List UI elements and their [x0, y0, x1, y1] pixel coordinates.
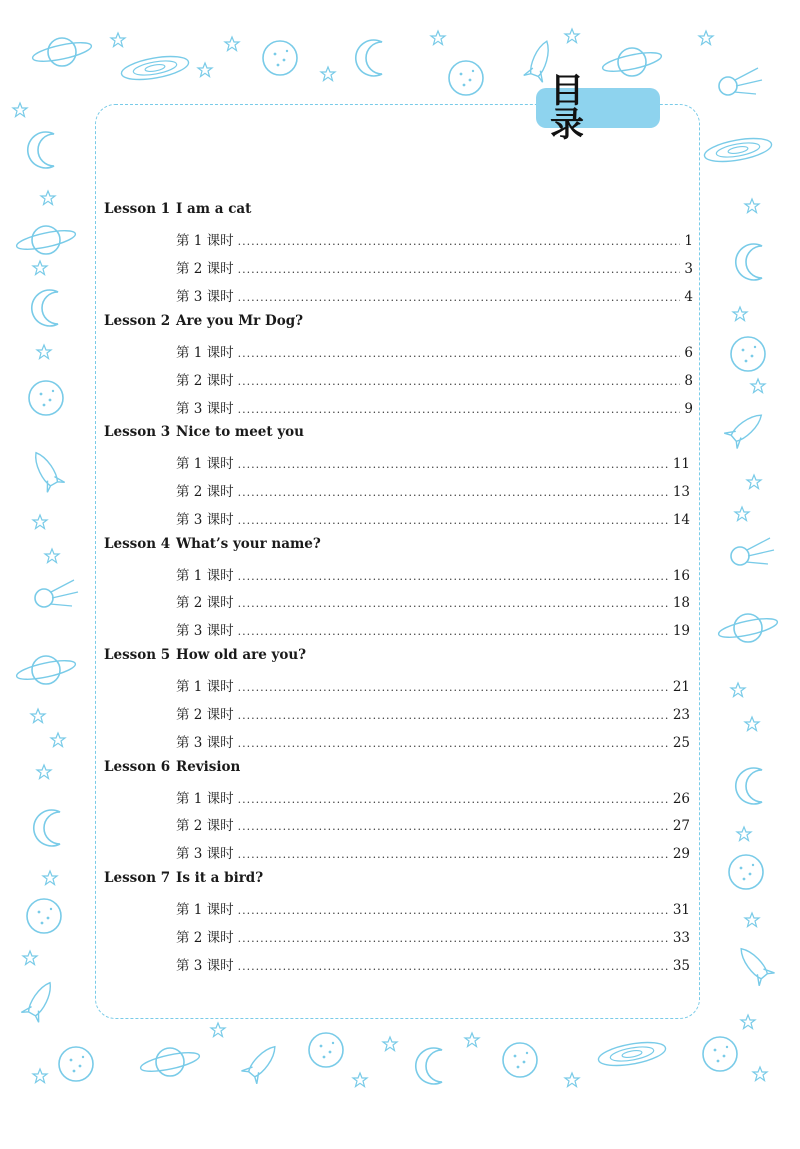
lesson-title: I am a cat: [176, 201, 252, 217]
entry-label: 第 2 课时: [176, 261, 234, 277]
toc-entry[interactable]: [176, 341, 693, 361]
dot-leader: [238, 793, 669, 806]
lesson-number: Lesson 3: [104, 424, 171, 440]
dot-leader: [238, 820, 669, 833]
entry-label: 第 2 课时: [176, 818, 234, 834]
toc-entry[interactable]: [176, 842, 690, 862]
dot-leader: [238, 458, 669, 471]
lesson-number: Lesson 1: [104, 201, 171, 217]
toc-entry[interactable]: [176, 480, 690, 500]
entry-label: 第 2 课时: [176, 484, 234, 500]
toc-entry[interactable]: [176, 452, 690, 472]
page-number: 23: [672, 707, 690, 723]
dot-leader: [238, 514, 669, 527]
page-number: 9: [684, 401, 693, 417]
page-number: 16: [672, 568, 690, 584]
lesson-title: Revision: [176, 759, 241, 775]
entry-label: 第 3 课时: [176, 401, 234, 417]
page-number: 31: [672, 902, 690, 918]
dot-leader: [238, 403, 681, 416]
lesson-title: Is it a bird?: [176, 870, 264, 886]
lesson-number: Lesson 4: [104, 536, 171, 552]
toc-entry[interactable]: [176, 564, 690, 584]
lesson-title: How old are you?: [176, 647, 307, 663]
toc-entry[interactable]: [176, 591, 690, 611]
toc-entry[interactable]: [176, 675, 690, 695]
lesson-number: Lesson 6: [104, 759, 171, 775]
lesson-heading[interactable]: [104, 647, 306, 663]
toc-entry[interactable]: [176, 731, 690, 751]
lesson-title: What’s your name?: [176, 536, 321, 552]
page-title: 目 录: [550, 71, 598, 145]
lesson-number: Lesson 7: [104, 870, 171, 886]
entry-label: 第 1 课时: [176, 345, 234, 361]
page-number: 1: [684, 233, 693, 249]
entry-label: 第 3 课时: [176, 958, 234, 974]
dot-leader: [238, 375, 681, 388]
page-number: 26: [672, 791, 690, 807]
lesson-number: Lesson 2: [104, 313, 171, 329]
toc-entry[interactable]: [176, 787, 690, 807]
dot-leader: [238, 486, 669, 499]
dot-leader: [238, 932, 669, 945]
entry-label: 第 3 课时: [176, 512, 234, 528]
entry-label: 第 3 课时: [176, 289, 234, 305]
entry-label: 第 1 课时: [176, 233, 234, 249]
dot-leader: [238, 291, 681, 304]
dot-leader: [238, 235, 681, 248]
toc-entry[interactable]: [176, 619, 690, 639]
entry-label: 第 1 课时: [176, 791, 234, 807]
dot-leader: [238, 904, 669, 917]
page-number: 25: [672, 735, 690, 751]
entry-label: 第 2 课时: [176, 707, 234, 723]
lesson-title: Are you Mr Dog?: [176, 313, 304, 329]
dot-leader: [238, 709, 669, 722]
dot-leader: [238, 263, 681, 276]
toc-entry[interactable]: [176, 257, 693, 277]
toc-entry[interactable]: [176, 814, 690, 834]
page-number: 3: [684, 261, 693, 277]
page-number: 8: [684, 373, 693, 389]
entry-label: 第 3 课时: [176, 735, 234, 751]
toc-entry[interactable]: [176, 898, 690, 918]
lesson-heading[interactable]: [104, 424, 304, 440]
page-number: 11: [672, 456, 690, 472]
page-number: 19: [672, 623, 690, 639]
page-number: 14: [672, 512, 690, 528]
dot-leader: [238, 737, 669, 750]
dot-leader: [238, 570, 669, 583]
toc-entry[interactable]: [176, 229, 693, 249]
page-number: 13: [672, 484, 690, 500]
toc-entry[interactable]: [176, 508, 690, 528]
entry-label: 第 2 课时: [176, 930, 234, 946]
page-number: 27: [672, 818, 690, 834]
entry-label: 第 2 课时: [176, 373, 234, 389]
lesson-number: Lesson 5: [104, 647, 171, 663]
entry-label: 第 3 课时: [176, 623, 234, 639]
entry-label: 第 1 课时: [176, 568, 234, 584]
lesson-heading[interactable]: [104, 313, 303, 329]
dot-leader: [238, 681, 669, 694]
page-number: 21: [672, 679, 690, 695]
page-number: 29: [672, 846, 690, 862]
entry-label: 第 1 课时: [176, 902, 234, 918]
dot-leader: [238, 625, 669, 638]
dot-leader: [238, 597, 669, 610]
toc-entry[interactable]: [176, 926, 690, 946]
lesson-heading[interactable]: [104, 536, 321, 552]
page-number: 6: [684, 345, 693, 361]
entry-label: 第 2 课时: [176, 595, 234, 611]
dot-leader: [238, 848, 669, 861]
page-number: 35: [672, 958, 690, 974]
toc-entry[interactable]: [176, 285, 693, 305]
toc-entry[interactable]: [176, 954, 690, 974]
page-number: 4: [684, 289, 693, 305]
page-number: 33: [672, 930, 690, 946]
lesson-heading[interactable]: [104, 870, 263, 886]
lesson-heading[interactable]: [104, 201, 251, 217]
toc-entry[interactable]: [176, 397, 693, 417]
dot-leader: [238, 960, 669, 973]
entry-label: 第 1 课时: [176, 679, 234, 695]
entry-label: 第 3 课时: [176, 846, 234, 862]
page-number: 18: [672, 595, 690, 611]
lesson-heading[interactable]: [104, 759, 240, 775]
toc-entry[interactable]: [176, 369, 693, 389]
lesson-title: Nice to meet you: [176, 424, 304, 440]
entry-label: 第 1 课时: [176, 456, 234, 472]
dot-leader: [238, 347, 681, 360]
toc-entry[interactable]: [176, 703, 690, 723]
